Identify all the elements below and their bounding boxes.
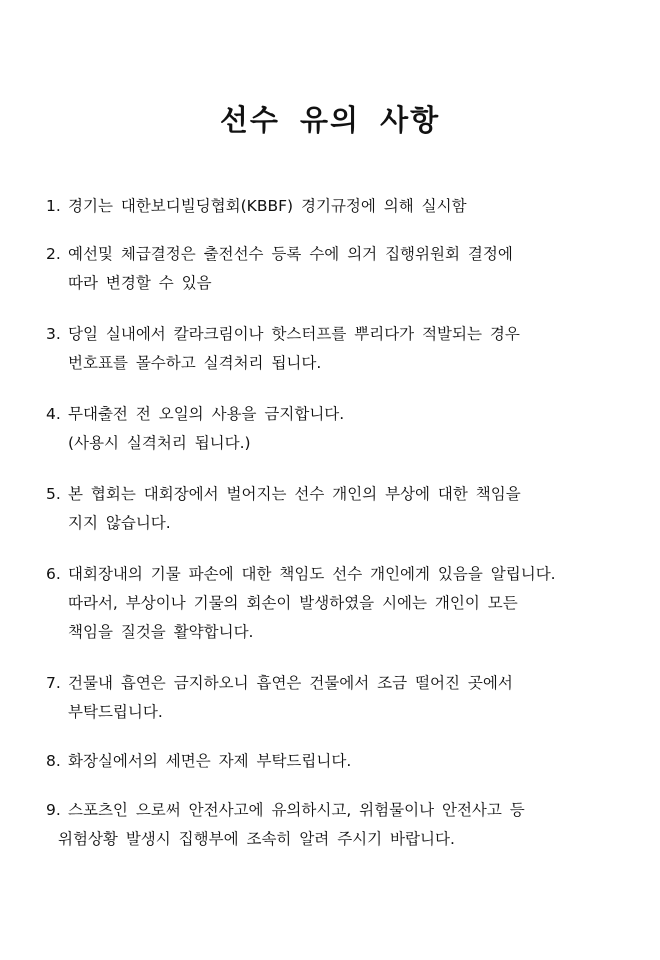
rule-number: 4. [46,405,61,423]
rule-item-9 [46,796,636,854]
rule-number: 9. [46,801,61,819]
rule-text: 번호표를 몰수하고 실격처리 됩니다. [68,354,322,372]
rule-item-5 [46,480,636,538]
page-title: 선수 유의 사항 [219,103,441,137]
rule-text: 따라서, 부상이나 기물의 회손이 발생하였을 시에는 개인이 모든 [68,594,518,612]
rule-item-3 [46,320,636,378]
rule-number: 2. [46,245,61,263]
rule-number: 8. [46,752,61,770]
rule-text: 책임을 질것을 활약합니다. [68,623,254,641]
rule-text: 위험상황 발생시 집행부에 조속히 알려 주시기 바랍니다. [58,830,455,848]
rule-text: 예선및 체급결정은 출전선수 등록 수에 의거 집행위원회 결정에 [68,245,513,263]
rule-number: 6. [46,565,61,583]
rule-text: 화장실에서의 세면은 자제 부탁드립니다. [68,752,352,770]
rule-text: (사용시 실격처리 됩니다.) [68,434,251,452]
rule-number: 7. [46,674,61,692]
rule-text: 부탁드립니다. [68,703,163,721]
rule-text: 당일 실내에서 칼라크림이나 핫스터프를 뿌리다가 적발되는 경우 [68,325,520,343]
rule-number: 3. [46,325,61,343]
rule-list [46,192,636,854]
rule-text: 따라 변경할 수 있음 [68,274,212,292]
rule-item-1 [46,192,636,221]
rule-text: 스포츠인 으로써 안전사고에 유의하시고, 위험물이나 안전사고 등 [68,801,525,819]
rule-item-2 [46,240,636,298]
rule-text: 건물내 흡연은 금지하오니 흡연은 건물에서 조금 떨어진 곳에서 [68,674,513,692]
rule-item-7 [46,669,636,727]
rule-text: 본 협회는 대회장에서 벌어지는 선수 개인의 부상에 대한 책임을 [68,485,521,503]
rule-text: 대회장내의 기물 파손에 대한 책임도 선수 개인에게 있음을 알립니다. [68,565,556,583]
rule-item-6 [46,560,636,647]
rule-text: 무대출전 전 오일의 사용을 금지합니다. [68,405,345,423]
rule-item-8 [46,747,636,776]
rule-item-4 [46,400,636,458]
rule-number: 1. [46,197,61,215]
rule-text: 지지 않습니다. [68,514,171,532]
rule-text: 경기는 대한보디빌딩협회(KBBF) 경기규정에 의해 실시함 [68,197,467,215]
rule-number: 5. [46,485,61,503]
